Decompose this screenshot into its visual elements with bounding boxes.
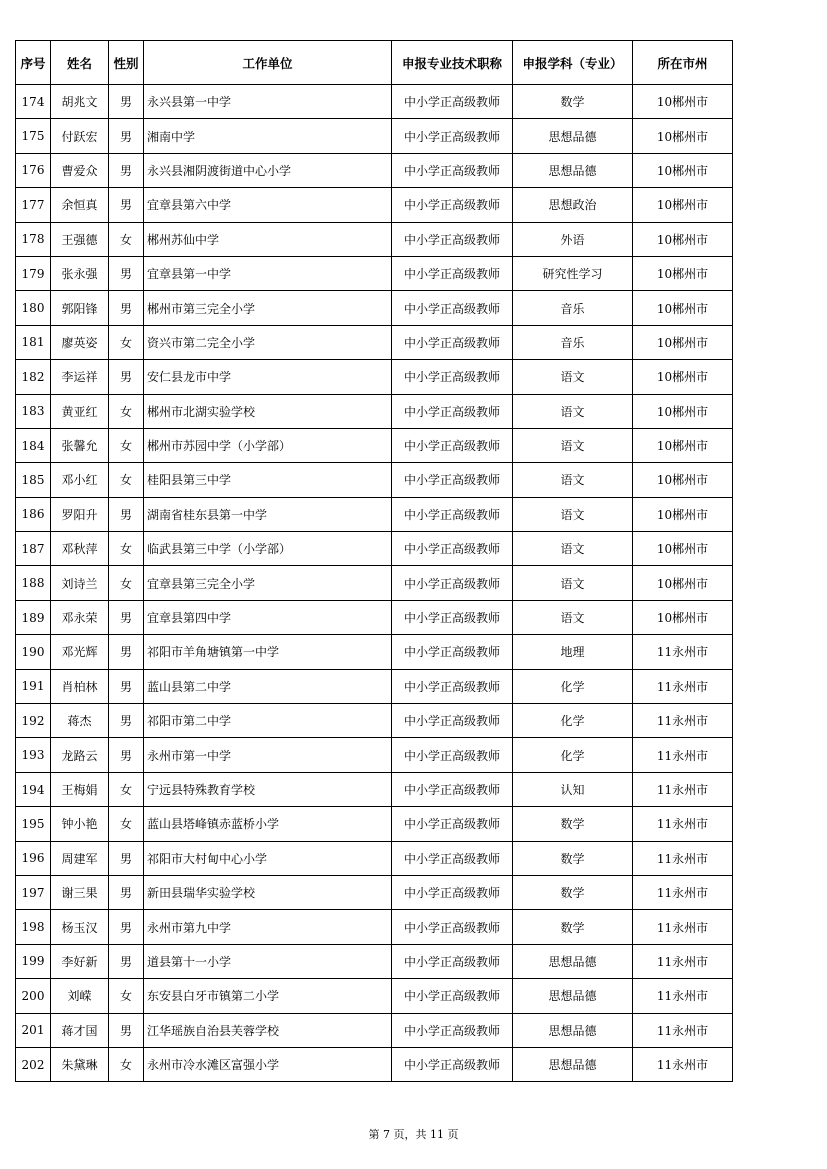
table-row (16, 360, 733, 394)
title-cell: 中小学正高级教师 (392, 85, 513, 119)
title-cell: 中小学正高级教师 (392, 153, 513, 187)
col-unit-header: 工作单位 (144, 41, 392, 85)
table-row (16, 325, 733, 359)
table-row (16, 1013, 733, 1047)
seq-cell: 179 (16, 256, 51, 290)
table-row (16, 256, 733, 290)
city-cell: 11永州市 (633, 1047, 733, 1081)
col-seq-header: 序号 (16, 41, 51, 85)
gender-cell: 女 (109, 566, 144, 600)
table-row (16, 875, 733, 909)
table-row (16, 497, 733, 531)
name-cell: 付跃宏 (51, 119, 109, 153)
table-row (16, 291, 733, 325)
gender-cell: 男 (109, 119, 144, 153)
gender-cell: 男 (109, 153, 144, 187)
title-cell: 中小学正高级教师 (392, 910, 513, 944)
unit-cell: 郴州市苏园中学（小学部） (144, 428, 392, 462)
title-cell: 中小学正高级教师 (392, 532, 513, 566)
city-cell: 10郴州市 (633, 222, 733, 256)
name-cell: 曹爱众 (51, 153, 109, 187)
subject-cell: 音乐 (513, 291, 633, 325)
city-cell: 11永州市 (633, 772, 733, 806)
seq-cell: 192 (16, 704, 51, 738)
seq-cell: 201 (16, 1013, 51, 1047)
seq-cell: 178 (16, 222, 51, 256)
unit-cell: 永兴县第一中学 (144, 85, 392, 119)
roster-table (15, 40, 733, 1082)
subject-cell: 语文 (513, 532, 633, 566)
city-cell: 10郴州市 (633, 463, 733, 497)
table-row (16, 566, 733, 600)
name-cell: 郭阳锋 (51, 291, 109, 325)
subject-cell: 思想品德 (513, 1047, 633, 1081)
city-cell: 11永州市 (633, 841, 733, 875)
seq-cell: 180 (16, 291, 51, 325)
city-cell: 10郴州市 (633, 566, 733, 600)
unit-cell: 宜章县第一中学 (144, 256, 392, 290)
unit-cell: 道县第十一小学 (144, 944, 392, 978)
seq-cell: 177 (16, 188, 51, 222)
gender-cell: 男 (109, 738, 144, 772)
unit-cell: 永州市第九中学 (144, 910, 392, 944)
seq-cell: 196 (16, 841, 51, 875)
title-cell: 中小学正高级教师 (392, 497, 513, 531)
city-cell: 10郴州市 (633, 497, 733, 531)
gender-cell: 男 (109, 910, 144, 944)
city-cell: 10郴州市 (633, 256, 733, 290)
name-cell: 李好新 (51, 944, 109, 978)
city-cell: 10郴州市 (633, 119, 733, 153)
city-cell: 11永州市 (633, 910, 733, 944)
seq-cell: 199 (16, 944, 51, 978)
title-cell: 中小学正高级教师 (392, 944, 513, 978)
title-cell: 中小学正高级教师 (392, 256, 513, 290)
subject-cell: 认知 (513, 772, 633, 806)
title-cell: 中小学正高级教师 (392, 325, 513, 359)
city-cell: 11永州市 (633, 635, 733, 669)
title-cell: 中小学正高级教师 (392, 635, 513, 669)
city-cell: 10郴州市 (633, 188, 733, 222)
unit-cell: 宁远县特殊教育学校 (144, 772, 392, 806)
seq-cell: 183 (16, 394, 51, 428)
title-cell: 中小学正高级教师 (392, 291, 513, 325)
name-cell: 罗阳升 (51, 497, 109, 531)
city-cell: 11永州市 (633, 875, 733, 909)
gender-cell: 男 (109, 704, 144, 738)
gender-cell: 女 (109, 979, 144, 1013)
title-cell: 中小学正高级教师 (392, 222, 513, 256)
title-cell: 中小学正高级教师 (392, 841, 513, 875)
name-cell: 邓光辉 (51, 635, 109, 669)
city-cell: 10郴州市 (633, 360, 733, 394)
gender-cell: 男 (109, 360, 144, 394)
unit-cell: 东安县白牙市镇第二小学 (144, 979, 392, 1013)
seq-cell: 200 (16, 979, 51, 1013)
subject-cell: 语文 (513, 394, 633, 428)
city-cell: 11永州市 (633, 704, 733, 738)
subject-cell: 数学 (513, 807, 633, 841)
city-cell: 10郴州市 (633, 325, 733, 359)
subject-cell: 语文 (513, 600, 633, 634)
city-cell: 11永州市 (633, 1013, 733, 1047)
table-row (16, 153, 733, 187)
title-cell: 中小学正高级教师 (392, 979, 513, 1013)
name-cell: 邓小红 (51, 463, 109, 497)
table-row (16, 910, 733, 944)
name-cell: 刘嵘 (51, 979, 109, 1013)
gender-cell: 男 (109, 669, 144, 703)
name-cell: 李运祥 (51, 360, 109, 394)
gender-cell: 女 (109, 428, 144, 462)
col-title-header: 申报专业技术职称 (392, 41, 513, 85)
subject-cell: 外语 (513, 222, 633, 256)
subject-cell: 思想品德 (513, 944, 633, 978)
gender-cell: 男 (109, 841, 144, 875)
unit-cell: 郴州市第三完全小学 (144, 291, 392, 325)
city-cell: 11永州市 (633, 944, 733, 978)
unit-cell: 湘南中学 (144, 119, 392, 153)
table-row (16, 738, 733, 772)
subject-cell: 语文 (513, 360, 633, 394)
table-row (16, 85, 733, 119)
seq-cell: 202 (16, 1047, 51, 1081)
name-cell: 朱黛琳 (51, 1047, 109, 1081)
name-cell: 蒋才国 (51, 1013, 109, 1047)
name-cell: 杨玉汉 (51, 910, 109, 944)
city-cell: 10郴州市 (633, 394, 733, 428)
table-row (16, 1047, 733, 1081)
seq-cell: 186 (16, 497, 51, 531)
seq-cell: 184 (16, 428, 51, 462)
unit-cell: 临武县第三中学（小学部） (144, 532, 392, 566)
unit-cell: 宜章县第六中学 (144, 188, 392, 222)
gender-cell: 女 (109, 463, 144, 497)
title-cell: 中小学正高级教师 (392, 1013, 513, 1047)
city-cell: 11永州市 (633, 738, 733, 772)
gender-cell: 女 (109, 325, 144, 359)
city-cell: 10郴州市 (633, 428, 733, 462)
title-cell: 中小学正高级教师 (392, 360, 513, 394)
subject-cell: 语文 (513, 428, 633, 462)
header-row (16, 41, 733, 85)
seq-cell: 182 (16, 360, 51, 394)
title-cell: 中小学正高级教师 (392, 463, 513, 497)
col-name-header: 姓名 (51, 41, 109, 85)
name-cell: 谢三果 (51, 875, 109, 909)
table-row (16, 394, 733, 428)
table-row (16, 428, 733, 462)
gender-cell: 男 (109, 85, 144, 119)
gender-cell: 男 (109, 256, 144, 290)
subject-cell: 化学 (513, 738, 633, 772)
table-row (16, 979, 733, 1013)
table-row (16, 532, 733, 566)
subject-cell: 音乐 (513, 325, 633, 359)
city-cell: 10郴州市 (633, 532, 733, 566)
col-subject-header: 申报学科（专业） (513, 41, 633, 85)
name-cell: 胡兆文 (51, 85, 109, 119)
subject-cell: 语文 (513, 463, 633, 497)
table-body (16, 85, 733, 1082)
subject-cell: 思想品德 (513, 153, 633, 187)
city-cell: 11永州市 (633, 669, 733, 703)
seq-cell: 176 (16, 153, 51, 187)
name-cell: 余恒真 (51, 188, 109, 222)
subject-cell: 思想品德 (513, 1013, 633, 1047)
subject-cell: 化学 (513, 669, 633, 703)
seq-cell: 189 (16, 600, 51, 634)
subject-cell: 数学 (513, 85, 633, 119)
seq-cell: 181 (16, 325, 51, 359)
seq-cell: 190 (16, 635, 51, 669)
seq-cell: 191 (16, 669, 51, 703)
gender-cell: 男 (109, 1013, 144, 1047)
seq-cell: 187 (16, 532, 51, 566)
gender-cell: 女 (109, 1047, 144, 1081)
unit-cell: 资兴市第二完全小学 (144, 325, 392, 359)
table-row (16, 188, 733, 222)
seq-cell: 197 (16, 875, 51, 909)
title-cell: 中小学正高级教师 (392, 600, 513, 634)
unit-cell: 安仁县龙市中学 (144, 360, 392, 394)
unit-cell: 永兴县湘阴渡街道中心小学 (144, 153, 392, 187)
gender-cell: 女 (109, 394, 144, 428)
unit-cell: 永州市冷水滩区富强小学 (144, 1047, 392, 1081)
unit-cell: 宜章县第四中学 (144, 600, 392, 634)
table-row (16, 944, 733, 978)
subject-cell: 数学 (513, 875, 633, 909)
title-cell: 中小学正高级教师 (392, 428, 513, 462)
title-cell: 中小学正高级教师 (392, 119, 513, 153)
city-cell: 11永州市 (633, 979, 733, 1013)
col-city-header: 所在市州 (633, 41, 733, 85)
gender-cell: 男 (109, 497, 144, 531)
gender-cell: 男 (109, 944, 144, 978)
gender-cell: 女 (109, 222, 144, 256)
unit-cell: 新田县瑞华实验学校 (144, 875, 392, 909)
unit-cell: 江华瑶族自治县芙蓉学校 (144, 1013, 392, 1047)
seq-cell: 174 (16, 85, 51, 119)
subject-cell: 思想政治 (513, 188, 633, 222)
city-cell: 11永州市 (633, 807, 733, 841)
name-cell: 蒋杰 (51, 704, 109, 738)
title-cell: 中小学正高级教师 (392, 394, 513, 428)
subject-cell: 思想品德 (513, 979, 633, 1013)
table-row (16, 807, 733, 841)
title-cell: 中小学正高级教师 (392, 807, 513, 841)
subject-cell: 数学 (513, 841, 633, 875)
table-row (16, 704, 733, 738)
title-cell: 中小学正高级教师 (392, 1047, 513, 1081)
subject-cell: 语文 (513, 566, 633, 600)
seq-cell: 195 (16, 807, 51, 841)
name-cell: 周建军 (51, 841, 109, 875)
name-cell: 张永强 (51, 256, 109, 290)
unit-cell: 祁阳市第二中学 (144, 704, 392, 738)
name-cell: 邓永荣 (51, 600, 109, 634)
gender-cell: 男 (109, 875, 144, 909)
unit-cell: 祁阳市大村甸中心小学 (144, 841, 392, 875)
title-cell: 中小学正高级教师 (392, 738, 513, 772)
name-cell: 刘诗兰 (51, 566, 109, 600)
unit-cell: 桂阳县第三中学 (144, 463, 392, 497)
gender-cell: 女 (109, 532, 144, 566)
table-row (16, 841, 733, 875)
seq-cell: 198 (16, 910, 51, 944)
name-cell: 肖柏林 (51, 669, 109, 703)
name-cell: 邓秋萍 (51, 532, 109, 566)
unit-cell: 郴州市北湖实验学校 (144, 394, 392, 428)
subject-cell: 研究性学习 (513, 256, 633, 290)
gender-cell: 男 (109, 600, 144, 634)
gender-cell: 男 (109, 635, 144, 669)
title-cell: 中小学正高级教师 (392, 875, 513, 909)
subject-cell: 地理 (513, 635, 633, 669)
title-cell: 中小学正高级教师 (392, 704, 513, 738)
seq-cell: 188 (16, 566, 51, 600)
name-cell: 王梅娟 (51, 772, 109, 806)
title-cell: 中小学正高级教师 (392, 772, 513, 806)
table-row (16, 669, 733, 703)
subject-cell: 语文 (513, 497, 633, 531)
unit-cell: 湖南省桂东县第一中学 (144, 497, 392, 531)
unit-cell: 蓝山县第二中学 (144, 669, 392, 703)
col-gender-header: 性别 (109, 41, 144, 85)
city-cell: 10郴州市 (633, 600, 733, 634)
page-number: 第 7 页，共 11 页 (368, 1128, 459, 1141)
name-cell: 王强德 (51, 222, 109, 256)
city-cell: 10郴州市 (633, 153, 733, 187)
table-row (16, 772, 733, 806)
name-cell: 龙路云 (51, 738, 109, 772)
unit-cell: 郴州苏仙中学 (144, 222, 392, 256)
seq-cell: 194 (16, 772, 51, 806)
seq-cell: 175 (16, 119, 51, 153)
unit-cell: 宜章县第三完全小学 (144, 566, 392, 600)
title-cell: 中小学正高级教师 (392, 566, 513, 600)
city-cell: 10郴州市 (633, 291, 733, 325)
gender-cell: 男 (109, 188, 144, 222)
gender-cell: 男 (109, 291, 144, 325)
table-row (16, 222, 733, 256)
name-cell: 黄亚红 (51, 394, 109, 428)
table-row (16, 635, 733, 669)
seq-cell: 193 (16, 738, 51, 772)
table-row (16, 600, 733, 634)
subject-cell: 化学 (513, 704, 633, 738)
unit-cell: 永州市第一中学 (144, 738, 392, 772)
subject-cell: 数学 (513, 910, 633, 944)
title-cell: 中小学正高级教师 (392, 188, 513, 222)
name-cell: 钟小艳 (51, 807, 109, 841)
name-cell: 廖英姿 (51, 325, 109, 359)
subject-cell: 思想品德 (513, 119, 633, 153)
unit-cell: 祁阳市羊角塘镇第一中学 (144, 635, 392, 669)
gender-cell: 女 (109, 807, 144, 841)
title-cell: 中小学正高级教师 (392, 669, 513, 703)
seq-cell: 185 (16, 463, 51, 497)
table-row (16, 463, 733, 497)
unit-cell: 蓝山县塔峰镇赤蓝桥小学 (144, 807, 392, 841)
name-cell: 张馨允 (51, 428, 109, 462)
city-cell: 10郴州市 (633, 85, 733, 119)
gender-cell: 女 (109, 772, 144, 806)
table-row (16, 119, 733, 153)
